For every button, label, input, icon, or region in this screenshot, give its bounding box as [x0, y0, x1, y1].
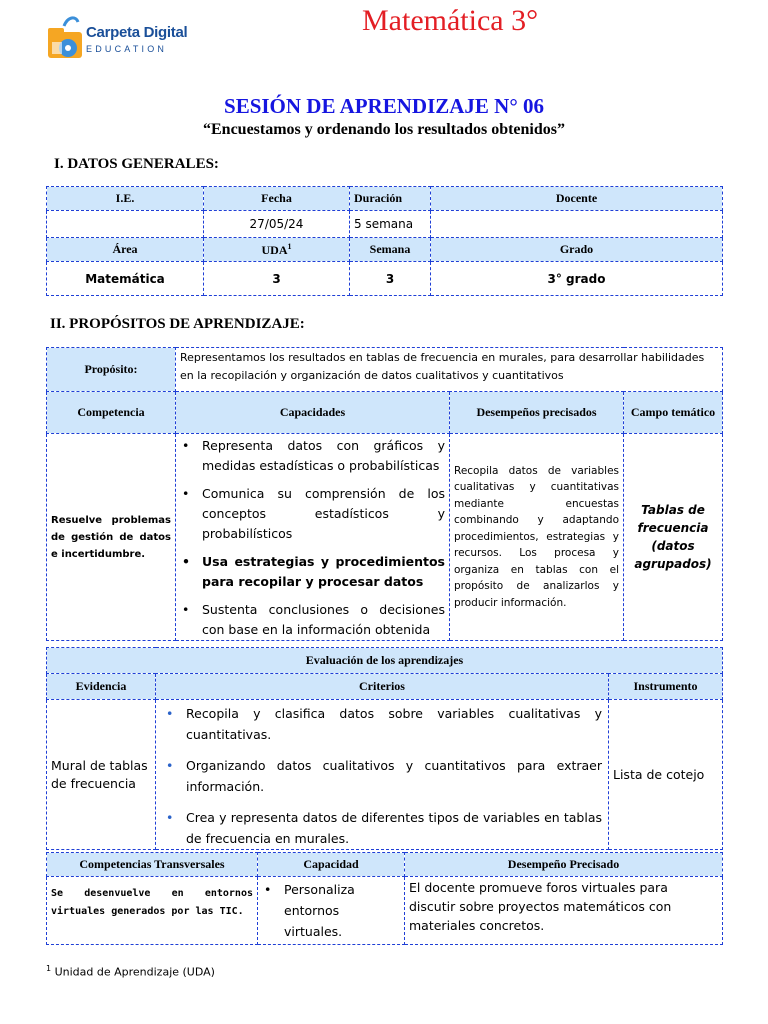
campo-tematico: Tablas de frecuencia (datos agrupados) [624, 434, 723, 641]
capacidad-item: • Comunica su comprensión de los conceptos estadísticos y probabilísticos [202, 484, 445, 544]
footnote [46, 964, 215, 979]
criterios-cell [156, 700, 609, 850]
criterio-item: • Organizando datos cualitativos y cuantitativos para extraer información. [186, 755, 602, 797]
section-heading-purposes: II. PROPÓSITOS DE APRENDIZAJE: [50, 316, 305, 332]
instrumento-text: Lista de cotejo [609, 700, 723, 850]
value-grado: 3° grado [431, 262, 723, 296]
header-capacidad: Capacidad [258, 853, 405, 877]
capacidad-item: • Representa datos con gráficos y medidas estadísticas o probabilísticas [202, 436, 445, 476]
section-heading-general: I. DATOS GENERALES: [54, 156, 219, 172]
folder-cd-icon [46, 14, 86, 60]
header-fecha: Fecha [204, 187, 350, 211]
value-docente [431, 211, 723, 238]
header-desempenos: Desempeños precisados [450, 392, 624, 434]
page-header-title: Matemática 3° [362, 4, 539, 37]
value-ie [47, 211, 204, 238]
logo-subtitle: EDUCATION [86, 44, 168, 54]
purposes-table [46, 347, 723, 641]
evidencia-text: Mural de tablas de frecuencia [47, 700, 156, 850]
session-title: SESIÓN DE APRENDIZAJE N° 06 [224, 94, 544, 118]
criterio-item: • Recopila y clasifica datos sobre variables cualitativas y cuantitativas. [186, 703, 602, 745]
header-criterios: Criterios [156, 674, 609, 700]
header-area: Área [47, 238, 204, 262]
transversal-desempeno: El docente promueve foros virtuales para discutir sobre proyectos matemáticos con materiales concretos. [405, 877, 723, 945]
header-capacidades: Capacidades [176, 392, 450, 434]
header-instrumento: Instrumento [609, 674, 723, 700]
header-desempeno-precisado: Desempeño Precisado [405, 853, 723, 877]
transversal-capacidad-cell [258, 877, 405, 945]
transversal-table [46, 852, 723, 945]
session-subtitle: “Encuestamos y ordenando los resultados obtenidos” [203, 121, 565, 138]
transversal-capacidad: • Personaliza entornos virtuales. [284, 879, 400, 942]
header-uda-label: UDA [261, 242, 288, 257]
capacidad-item: • Sustenta conclusiones o decisiones con base en la información obtenida [202, 600, 445, 640]
logo-title: Carpeta Digital [86, 24, 188, 41]
value-semana: 3 [350, 262, 431, 296]
header-duracion: Duración [350, 187, 431, 211]
footnote-text: Unidad de Aprendizaje (UDA) [51, 965, 215, 979]
value-fecha: 27/05/24 [204, 211, 350, 238]
capacidades-cell [176, 434, 450, 641]
evaluation-table [46, 647, 723, 850]
footnote-mark: 1 [46, 964, 52, 973]
header-semana: Semana [350, 238, 431, 262]
capacidad-item: • Usa estrategias y procedimientos para recopilar y procesar datos [202, 552, 445, 592]
header-docente: Docente [431, 187, 723, 211]
header-uda [204, 238, 350, 262]
header-evidencia: Evidencia [47, 674, 156, 700]
header-competencia: Competencia [47, 392, 176, 434]
value-uda: 3 [204, 262, 350, 296]
proposito-text: Representamos los resultados en tablas de frecuencia en murales, para desarrollar habilidades en la recopilación y organización de datos cualitativos y cuantitativos [176, 348, 723, 392]
header-campo: Campo temático [624, 392, 723, 434]
value-area: Matemática [47, 262, 204, 296]
footnote-ref: 1 [287, 241, 292, 251]
general-data-table [46, 186, 723, 296]
proposito-label: Propósito: [47, 348, 176, 392]
competencia-text: Resuelve problemas de gestión de datos e incertidumbre. [47, 434, 176, 641]
criterio-item: • Crea y representa datos de diferentes tipos de variables en tablas de frecuencia en murales. [186, 807, 602, 849]
transversal-competencia: Se desenvuelve en entornos virtuales generados por las TIC. [47, 877, 258, 945]
header-grado: Grado [431, 238, 723, 262]
desempeno-text: Recopila datos de variables cualitativas y cuantitativas mediante encuestas combinando y adaptando procedimientos, estrategias y recursos. Los procesa y organiza en tablas con el propósito de analizarlos y producir información. [450, 434, 624, 641]
header-competencias-transversales: Competencias Transversales [47, 853, 258, 877]
evaluation-title: Evaluación de los aprendizajes [47, 648, 723, 674]
header-ie: I.E. [47, 187, 204, 211]
value-duracion: 5 semana [350, 211, 431, 238]
